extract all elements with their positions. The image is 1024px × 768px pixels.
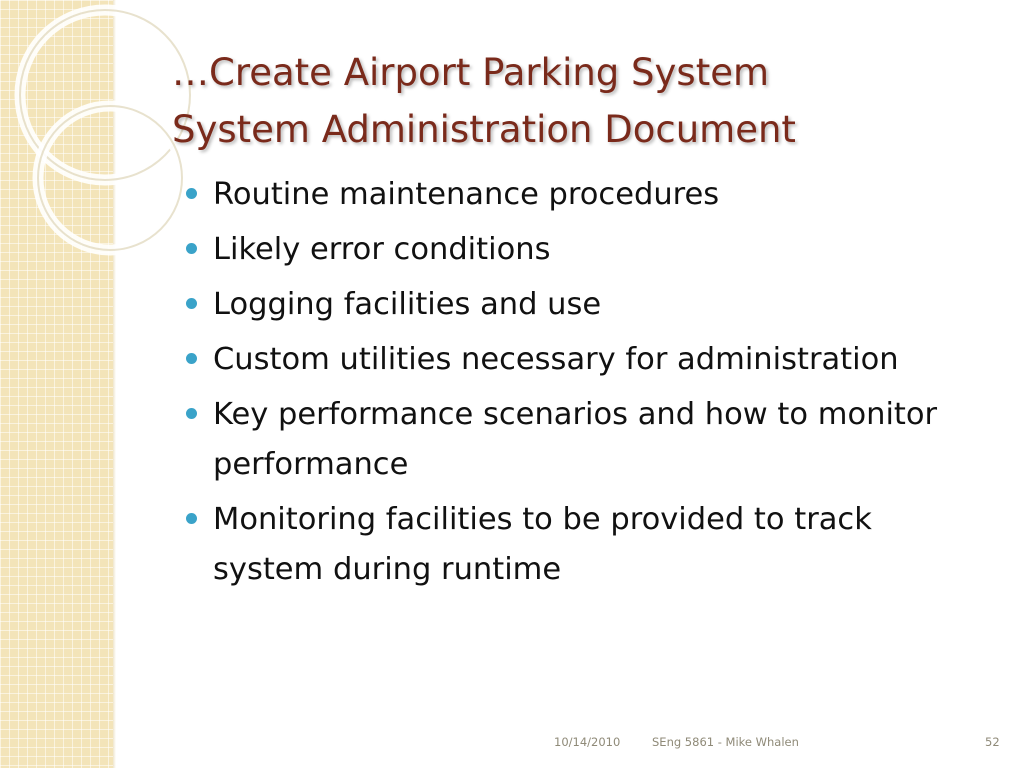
bullet-text: Key performance scenarios and how to monitor performance	[213, 397, 938, 482]
footer-date: 10/14/2010	[554, 735, 621, 749]
slide-title-line-1: …Create Airport Parking System	[172, 51, 770, 94]
bullet-item	[180, 280, 960, 330]
bullet-list	[180, 170, 960, 600]
bullet-dot-icon	[186, 243, 197, 254]
bullet-dot-icon	[186, 188, 197, 199]
bullet-text: Monitoring facilities to be provided to track system during runtime	[213, 502, 872, 587]
bullet-item	[180, 335, 960, 385]
footer-page-number: 52	[985, 735, 1000, 749]
bullet-item	[180, 390, 960, 490]
bullet-text: Likely error conditions	[213, 232, 551, 267]
bullet-dot-icon	[186, 408, 197, 419]
slide-title-line-2: System Administration Document	[172, 108, 796, 151]
slide-title	[172, 44, 992, 158]
bullet-dot-icon	[186, 353, 197, 364]
bullet-item	[180, 495, 960, 595]
bullet-item	[180, 225, 960, 275]
bullet-dot-icon	[186, 298, 197, 309]
bullet-dot-icon	[186, 513, 197, 524]
bullet-text: Custom utilities necessary for administration	[213, 342, 899, 377]
bullet-item	[180, 170, 960, 220]
bullet-text: Routine maintenance procedures	[213, 177, 720, 212]
bullet-text: Logging facilities and use	[213, 287, 602, 322]
footer-author: SEng 5861 - Mike Whalen	[652, 735, 799, 749]
